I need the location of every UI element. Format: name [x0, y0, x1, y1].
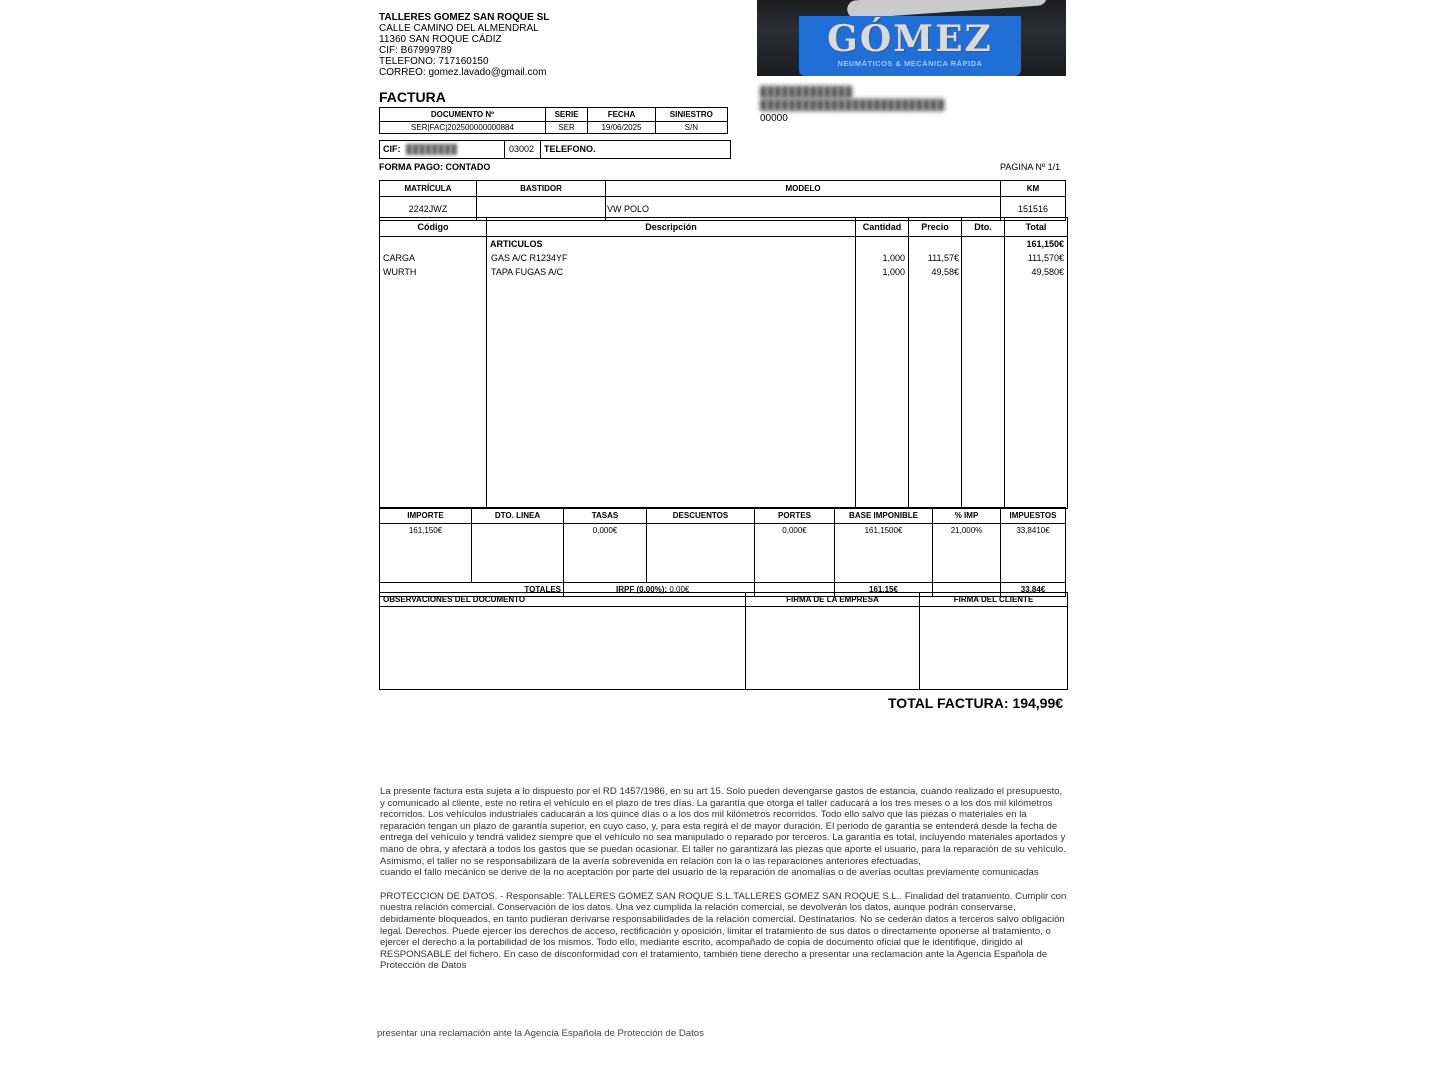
- col-divider: [855, 218, 856, 508]
- doc-date: 19/06/2025: [588, 122, 655, 134]
- doc-header-number: DOCUMENTO Nº: [380, 108, 546, 122]
- line-code: CARGA: [383, 253, 416, 263]
- legal-warranty: La presente factura esta sujeta a lo dispuesto por el RD 1457/1986, en su art 15. Solo pueden devengarse gastos de estancia, cuando realizado el presupuesto, y comunicado al cliente, este no retira el vehículo en el plazo de tres días. La garantía que otorga el taller caducará a los tres meses o a los dos mil kilómetros recorridos. Los vehículos industriales caducarán a los quince días o a los dos mil kilómetros recorridos. Todo ello salvo que las piezas o materiales en la reparación tengan un plazo de garantía superior, en cuyo caso, y, para esta regirá el de mayor duración. El periodo de garantía se entenderá desde la fecha de entrega del vehículo y tendrá validez siempre que el vehículo no sea manipulado o reparado por terceros. La garantía es total, incluyendo materiales aportados y mano de obra, y afectará a todos los gastos que se puedan ocasionar. El taller no garantizará las piezas que aporte el usuario, para la reparación de su vehículo. Asimismo, el taller no se responsabilizará de la avería sobrevenida en relación con la o las reparaciones anteriores efectuadas,: [380, 786, 1066, 867]
- totals-portes: 0,000€: [755, 524, 835, 583]
- line-items-table: [379, 217, 1068, 509]
- totals-impuestos: 33,8410€: [1001, 524, 1066, 583]
- col-header-price: Precio: [909, 218, 961, 237]
- logo-tagline: NEUMÁTICOS & MECÁNICA RÁPIDA: [837, 59, 983, 68]
- observations-label: OBSERVACIONES DEL DOCUMENTO: [383, 595, 526, 604]
- line-quantity: 1,000: [882, 267, 905, 277]
- totals-header-impuestos: IMPUESTOS: [1001, 508, 1066, 524]
- col-header-code: Código: [380, 218, 486, 237]
- legal-warranty-cont: cuando el fallo mecánico se derive de la no aceptación por parte del usuario de la reparación de anomalías o de averías ocultas previamente comunicadas: [380, 867, 1039, 879]
- col-divider: [1004, 218, 1005, 508]
- col-header-description: Descripción: [487, 218, 855, 237]
- obs-header-rule: [380, 606, 1067, 607]
- totals-header-base: BASE IMPONIBLE: [835, 508, 933, 524]
- col-header-quantity: Cantidad: [856, 218, 908, 237]
- line-quantity: 1,000: [882, 253, 905, 263]
- client-address-redacted: ██████████████████████████: [760, 100, 945, 111]
- client-info: [760, 86, 944, 125]
- company-info: [379, 12, 549, 78]
- company-cif: CIF: B67999789: [379, 45, 452, 56]
- invoice-total: TOTAL FACTURA: 194,99€: [888, 695, 1064, 711]
- logo-brand-text: GÓMEZ: [827, 18, 993, 60]
- vehicle-table: [379, 180, 1066, 221]
- totals-header-portes: PORTES: [755, 508, 835, 524]
- totales-label: TOTALES: [380, 583, 564, 597]
- totals-header-importe: IMPORTE: [380, 508, 472, 524]
- doc-header-date: FECHA: [588, 108, 655, 122]
- totals-header-descuentos: DESCUENTOS: [647, 508, 755, 524]
- tax-total: 33,84€: [1001, 583, 1066, 597]
- cif-label: CIF:: [383, 144, 401, 154]
- col-header-discount: Dto.: [962, 218, 1004, 237]
- line-code: WURTH: [383, 267, 417, 277]
- totals-dto-linea: [472, 524, 564, 583]
- client-name-redacted: █████████████: [760, 87, 853, 98]
- vehicle-model: VW POLO: [606, 197, 1001, 221]
- company-signature-label: FIRMA DE LA EMPRESA: [786, 595, 879, 604]
- vehicle-km: 151516: [1001, 197, 1066, 221]
- company-phone: TELEFONO: 717160150: [379, 56, 489, 67]
- doc-header-serie: SERIE: [545, 108, 587, 122]
- vehicle-header-model: MODELO: [606, 181, 1001, 197]
- line-price: 111,57€: [927, 253, 959, 263]
- client-cif-row: [379, 140, 731, 159]
- col-divider: [486, 218, 487, 508]
- company-city: 11360 SAN ROQUE CÁDIZ: [379, 34, 502, 45]
- line-total: 111,570€: [1027, 253, 1064, 263]
- section-total: 161,150€: [1026, 239, 1064, 249]
- obs-divider: [919, 593, 920, 689]
- col-divider: [961, 218, 962, 508]
- totals-header-tasas: TASAS: [564, 508, 647, 524]
- doc-header-siniestro: SINIESTRO: [655, 108, 727, 122]
- company-logo: [757, 0, 1066, 76]
- client-code: 03002: [509, 144, 535, 154]
- observations-signatures-box: [379, 592, 1068, 690]
- col-divider: [908, 218, 909, 508]
- totals-pct-imp: 21,000%: [933, 524, 1001, 583]
- doc-siniestro: S/N: [655, 122, 727, 134]
- doc-number: SER|FAC|202500000000884: [380, 122, 546, 134]
- line-total: 49,580€: [1031, 267, 1064, 277]
- line-description: TAPA FUGAS A/C: [491, 267, 564, 277]
- vehicle-header-vin: BASTIDOR: [477, 181, 606, 197]
- company-name: TALLERES GOMEZ SAN ROQUE SL: [379, 12, 550, 23]
- client-signature-label: FIRMA DEL CLIENTE: [953, 595, 1034, 604]
- totals-table: [379, 507, 1066, 597]
- totals-descuentos: [647, 524, 755, 583]
- irpf-value: 0,00€: [669, 585, 690, 594]
- totals-base: 161,1500€: [835, 524, 933, 583]
- company-email: CORREO: gomez.lavado@gmail.com: [379, 67, 547, 78]
- obs-divider: [745, 593, 746, 689]
- line-description: GAS A/C R1234YF: [491, 253, 568, 263]
- scan-artifact-text: presentar una reclamación ante la Agencia Española de Protección de Datos: [377, 1028, 704, 1039]
- base-total: 161,15€: [835, 583, 933, 597]
- doc-serie: SER: [545, 122, 587, 134]
- vehicle-plate: 2242JWZ: [380, 197, 477, 221]
- col-header-total: Total: [1005, 218, 1067, 237]
- totals-header-pct-imp: % IMP: [933, 508, 1001, 524]
- legal-text: [380, 786, 1068, 984]
- section-label: ARTICULOS: [490, 239, 543, 249]
- payment-method: FORMA PAGO: CONTADO: [379, 162, 491, 172]
- document-title: FACTURA: [379, 89, 446, 105]
- document-info-table: [379, 107, 728, 134]
- vehicle-header-km: KM: [1001, 181, 1066, 197]
- client-postal: 00000: [760, 113, 788, 124]
- vehicle-header-plate: MATRÍCULA: [380, 181, 477, 197]
- page-number: PAGINA Nº 1/1: [1000, 162, 1061, 172]
- totals-importe: 161,150€: [380, 524, 472, 583]
- phone-label: TELEFONO.: [544, 144, 596, 154]
- line-price: 49,58€: [931, 267, 959, 277]
- company-address: CALLE CAMINO DEL ALMENDRAL: [379, 23, 539, 34]
- cif-value-redacted: ████████: [406, 144, 458, 154]
- totals-header-dto-linea: DTO. LINEA: [472, 508, 564, 524]
- totals-tasas: 0,000€: [564, 524, 647, 583]
- legal-data-protection: PROTECCION DE DATOS. - Responsable: TALLERES GOMEZ SAN ROQUE S.L.TALLERES GOMEZ SAN ROQUE S.L.. Finalidad del tratamiento. Cumplir con nuestra relación comercial. Conservación de los datos. Una vez cumplida la relación comercial, se devolverán los datos, aunque podrán conservarse, debidamente bloqueados, en tanto pudieran derivarse responsabilidades de la relación comercial. Destinatarios. No se cederán datos a terceros salvo obligación legal. Derechos. Puede ejercer los derechos de acceso, rectificación y oposición, limitar el tratamiento de sus datos o directamente oponerse al tratamiento, o ejercer el derecho a la portabilidad de los mismos. Todo ello, mediante escrito, acompañado de copia de documento oficial que le identifique, dirigido al RESPONSABLE del fichero. En caso de disconformidad con el tratamiento, también tiene derecho a presentar una reclamación ante la Agencia Española de Protección de Datos: [380, 890, 1067, 972]
- code-divider: [540, 141, 542, 158]
- irpf-label: IRPF (0,00%):: [616, 585, 668, 594]
- cif-divider: [504, 141, 506, 158]
